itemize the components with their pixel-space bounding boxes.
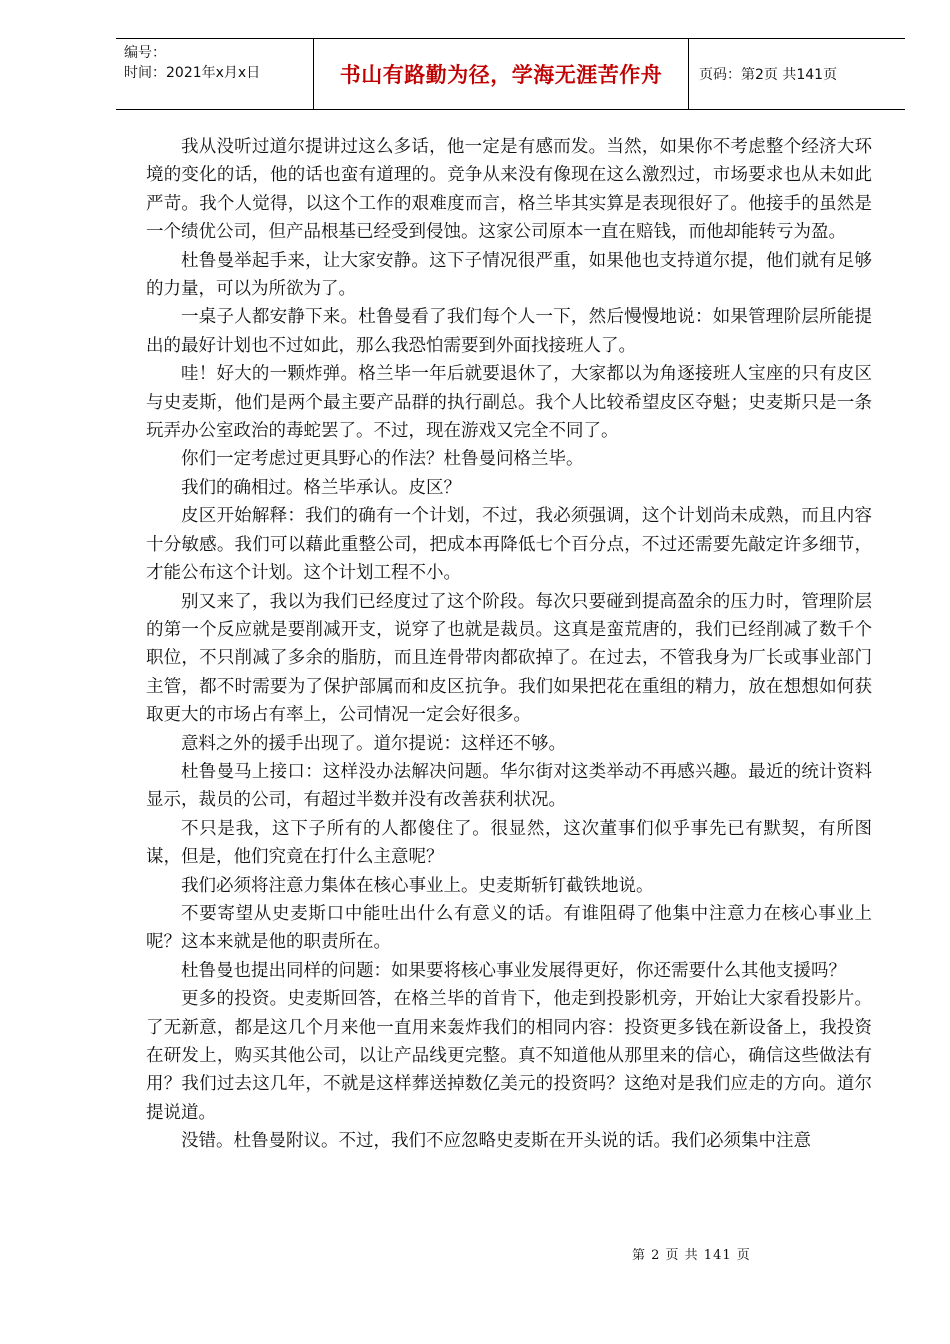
body-paragraph: 不要寄望从史麦斯口中能吐出什么有意义的话。有谁阻碍了他集中注意力在核心事业上呢？这本来就是他的职责所在。	[146, 903, 872, 953]
serial-label: 编号：	[124, 45, 166, 61]
page-footer: 第 2 页 共 141 页	[632, 1248, 751, 1263]
body-paragraph: 一桌子人都安静下来。杜鲁曼看了我们每个人一下，然后慢慢地说：如果管理阶层所能提出的最好计划也不过如此，那么我恐怕需要到外面找接班人了。	[146, 307, 872, 356]
header-page-label: 页码：第2页 共141页	[699, 67, 838, 83]
body-paragraph: 我们必须将注意力集体在核心事业上。史麦斯斩钉截铁地说。	[181, 875, 654, 896]
body-paragraph: 我从没听过道尔提讲过这么多话，他一定是有感而发。当然，如果你不考虑整个经济大环境的变化的话，他的话也蛮有道理的。竞争从来没有像现在这么激烈过，市场要求也从未如此严苛。我个人觉得，以这个工作的艰难度而言，格兰毕其实算是表现很好了。他接手的虽然是一个绩优公司，但产品根基已经受到侵蚀。这家公司原本一直在赔钱，而他却能转亏为盈。	[146, 137, 872, 243]
body-paragraph: 不只是我，这下子所有的人都傻住了。很显然，这次董事们似乎事先已有默契，有所图谋，但是，他们究竟在打什么主意呢？	[146, 818, 872, 868]
body-paragraph: 我们的确相过。格兰毕承认。皮区？	[181, 477, 461, 498]
body-paragraph: 杜鲁曼举起手来，让大家安静。这下子情况很严重，如果他也支持道尔提，他们就有足够的力量，可以为所欲为了。	[146, 250, 872, 300]
header-motto: 书山有路勤为径，学海无涯苦作舟	[314, 39, 689, 109]
body-paragraph: 别又来了，我以为我们已经度过了这个阶段。每次只要碰到提高盈余的压力时，管理阶层的第一个反应就是要削减开支，说穿了也就是裁员。这真是蛮荒唐的，我们已经削减了数千个职位，不只削减了多余的脂肪，而且连骨带肉都砍掉了。在过去，不管我身为厂长或事业部门主管，都不时需要为了保护部属而和皮区抗争。我们如果把花在重组的精力，放在想想如何获取更大的市场占有率上，公司情况一定会好很多。	[146, 591, 872, 726]
body-paragraph: 你们一定考虑过更具野心的作法？杜鲁曼问格兰毕。	[181, 449, 584, 470]
body-paragraph: 更多的投资。史麦斯回答，在格兰毕的首肯下，他走到投影机旁，开始让大家看投影片。了无新意，都是这几个月来他一直用来轰炸我们的相同内容：投资更多钱在新设备上，我投资在研发上，购买其他公司，以让产品线更完整。真不知道他从那里来的信心，确信这些做法有用？我们过去这几年，不就是这样葬送掉数亿美元的投资吗？这绝对是我们应走的方向。道尔提说道。	[146, 989, 872, 1123]
document-body	[146, 133, 872, 1156]
body-paragraph: 皮区开始解释：我们的确有一个计划，不过，我必须强调，这个计划尚未成熟，而且内容十分敏感。我们可以藉此重整公司，把成本再降低七个百分点，不过还需要先敲定许多细节，才能公布这个计划。这个计划工程不小。	[146, 506, 872, 584]
body-paragraph: 没错。杜鲁曼附议。不过，我们不应忽略史麦斯在开头说的话。我们必须集中注意	[181, 1131, 811, 1152]
header-meta-cell	[116, 39, 314, 109]
body-paragraph: 杜鲁曼也提出同样的问题：如果要将核心事业发展得更好，你还需要什么其他支援吗？	[181, 960, 846, 981]
body-paragraph: 杜鲁曼马上接口：这样没办法解决问题。华尔街对这类举动不再感兴趣。最近的统计资料显示，裁员的公司，有超过半数并没有改善获利状况。	[146, 761, 872, 811]
page-header	[116, 38, 905, 110]
time-label: 时间：2021年x月x日	[124, 65, 261, 81]
body-paragraph: 意料之外的援手出现了。道尔提说：这样还不够。	[181, 733, 566, 754]
body-paragraph: 哇！好大的一颗炸弹。格兰毕一年后就要退休了，大家都以为角逐接班人宝座的只有皮区与史麦斯，他们是两个最主要产品群的执行副总。我个人比较希望皮区夺魁；史麦斯只是一条玩弄办公室政治的毒蛇罢了。不过，现在游戏又完全不同了。	[146, 364, 872, 442]
